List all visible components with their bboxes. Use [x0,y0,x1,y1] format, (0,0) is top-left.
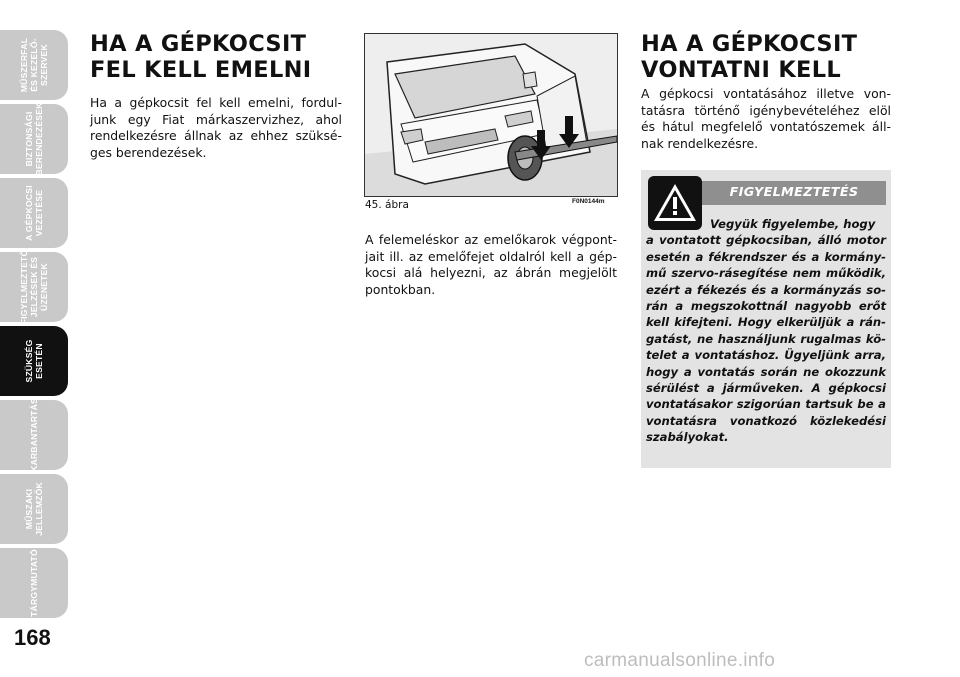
warning-body: a vontatott gépkocsiban, álló motor esetén a fékrendszer és a kormány-mű szervo-rásegítése nem működik, ezért a fékezés és a kormányzás so-rán a megszokottnál nagyobb erőt kell kifejteni. Hogy elkerüljük a rán-gatást, ne használjunk rugalmas kö-telet a vontatáshoz. Ügyeljünk arra, hogy a vontatás során ne okozzunk sérülést a járműveken. A gépkocsi vontatásakor szigorúan tartsuk be a vontatásra vonatkozó közlekedési szabályokat. [646,233,886,445]
tab-label: SZÜKSÉG ESETÉN [24,339,44,383]
tab-label: MŰSZERFAL ÉS KEZELŐ- SZERVEK [19,37,49,93]
tab-label: TÁRGYMUTATÓ [29,549,39,617]
tab-label: BIZTONSÁGI BERENDEZÉSEK [24,102,44,176]
page-number: 168 [14,625,51,650]
tab-targymutato[interactable] [0,548,68,618]
figure-code: F0N0144m [572,198,605,205]
lift-body: Ha a gépkocsit fel kell emelni, fordul-junk egy Fiat márkaszervizhez, ahol rendelkezésre állnak az ehhez szüksé-ges berendezések. [90,95,342,160]
tab-szukseg-eseten[interactable] [0,326,68,396]
tow-title: HA A GÉPKOCSIT VONTATNI KELL [641,31,858,83]
tab-muszerfal[interactable] [0,30,68,100]
tab-label: KARBANTARTÁS [29,398,39,472]
figure-caption: 45. ábra [365,199,409,211]
watermark: carmanualsonline.info [584,650,776,671]
van-lifting-figure [364,33,618,197]
tab-vezetese[interactable] [0,178,68,248]
tab-figyelmezteto[interactable] [0,249,68,325]
tab-karbantartas[interactable] [0,400,68,470]
tab-label: MŰSZAKI JELLEMZŐK [24,482,44,536]
tab-muszaki-jellemzok[interactable] [0,474,68,544]
tab-biztonsagi[interactable] [0,104,68,174]
warning-text [646,216,886,446]
tab-label: FIGYELMEZTETŐ JELZÉSEK ÉS ÜZENETEK [19,249,49,325]
warning-first-line: Vegyük figyelembe, hogy [710,217,876,231]
lift-title: HA A GÉPKOCSIT FEL KELL EMELNI [90,31,312,83]
tow-body: A gépkocsi vontatásához illetve von-tatásra történő igénybevételéhez elöl és hátul megfelelő vontatószemek áll-nak rendelkezésre. [641,86,891,151]
tab-label: A GÉPKOCSI VEZETÉSE [24,185,44,241]
warning-heading: FIGYELMEZTETÉS [702,181,886,205]
van-illustration [365,34,617,196]
figure-text: A felemeléskor az emelőkarok végpont-jait ill. az emelőfejet oldalról kell a gép-kocsi alá helyezni, az ábrán megjelölt pontokban. [365,232,617,297]
